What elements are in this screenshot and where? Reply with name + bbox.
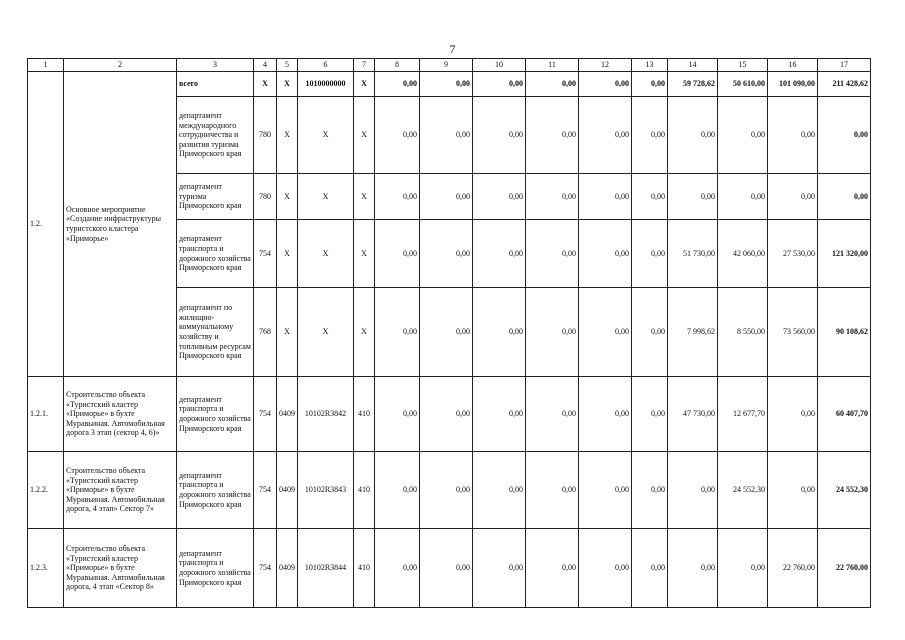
amount-cell: 0,00 bbox=[526, 174, 579, 220]
amount-cell: 73 560,00 bbox=[768, 288, 818, 377]
code-rz: X bbox=[277, 288, 298, 377]
event-name: Строительство объекта «Туристский кластер «Приморье» в бухте Муравьиная. Автомобильная дорога, 4 этап «Сектор 8» bbox=[64, 529, 177, 608]
code-vr: X bbox=[354, 174, 375, 220]
table-row bbox=[28, 529, 871, 608]
amount-cell: 8 550,00 bbox=[718, 288, 768, 377]
code-csr: X bbox=[298, 174, 354, 220]
amount-cell: 24 552,30 bbox=[718, 452, 768, 529]
amount-cell: 0,00 bbox=[632, 97, 668, 174]
amount-cell: 50 610,00 bbox=[718, 72, 768, 97]
amount-cell: 42 060,00 bbox=[718, 220, 768, 288]
executor-name: всего bbox=[177, 72, 254, 97]
code-gr: 754 bbox=[254, 452, 277, 529]
amount-cell: 101 090,00 bbox=[768, 72, 818, 97]
executor-name: департамент транспорта и дорожного хозяйства Приморского края bbox=[177, 452, 254, 529]
table-row bbox=[28, 72, 871, 97]
event-name: Строительство объекта «Туристский кластер «Приморье» в бухте Муравьиная. Автомобильная дорога 3 этап (сектор 4, 6)» bbox=[64, 377, 177, 452]
row-number: 1.2. bbox=[28, 72, 64, 377]
amount-cell: 0,00 bbox=[579, 529, 632, 608]
amount-cell: 0,00 bbox=[473, 452, 526, 529]
amount-cell: 0,00 bbox=[632, 288, 668, 377]
amount-cell: 0,00 bbox=[526, 97, 579, 174]
col-header: 17 bbox=[818, 59, 871, 72]
amount-cell: 0,00 bbox=[526, 220, 579, 288]
col-header: 6 bbox=[298, 59, 354, 72]
amount-cell: 0,00 bbox=[668, 174, 718, 220]
amount-cell: 0,00 bbox=[420, 97, 473, 174]
amount-cell: 0,00 bbox=[420, 377, 473, 452]
amount-cell: 12 677,70 bbox=[718, 377, 768, 452]
amount-cell: 0,00 bbox=[579, 220, 632, 288]
amount-cell: 0,00 bbox=[420, 288, 473, 377]
code-rz: 0409 bbox=[277, 452, 298, 529]
col-header: 8 bbox=[375, 59, 420, 72]
amount-cell: 0,00 bbox=[718, 529, 768, 608]
amount-cell: 0,00 bbox=[632, 452, 668, 529]
code-rz: X bbox=[277, 97, 298, 174]
code-csr: 1010000000 bbox=[298, 72, 354, 97]
code-gr: X bbox=[254, 72, 277, 97]
table-row bbox=[28, 452, 871, 529]
amount-cell: 0,00 bbox=[668, 97, 718, 174]
code-gr: 754 bbox=[254, 529, 277, 608]
amount-cell: 24 552,30 bbox=[818, 452, 871, 529]
amount-cell: 0,00 bbox=[473, 377, 526, 452]
code-rz: 0409 bbox=[277, 529, 298, 608]
col-header: 2 bbox=[64, 59, 177, 72]
amount-cell: 121 320,00 bbox=[818, 220, 871, 288]
header-row bbox=[28, 59, 871, 72]
amount-cell: 0,00 bbox=[818, 97, 871, 174]
amount-cell: 0,00 bbox=[473, 174, 526, 220]
amount-cell: 211 428,62 bbox=[818, 72, 871, 97]
amount-cell: 0,00 bbox=[375, 220, 420, 288]
amount-cell: 0,00 bbox=[420, 452, 473, 529]
col-header: 5 bbox=[277, 59, 298, 72]
code-vr: X bbox=[354, 97, 375, 174]
amount-cell: 59 728,62 bbox=[668, 72, 718, 97]
code-vr: X bbox=[354, 288, 375, 377]
amount-cell: 0,00 bbox=[579, 452, 632, 529]
code-vr: 410 bbox=[354, 377, 375, 452]
amount-cell: 0,00 bbox=[668, 529, 718, 608]
amount-cell: 0,00 bbox=[375, 97, 420, 174]
col-header: 14 bbox=[668, 59, 718, 72]
code-gr: 780 bbox=[254, 97, 277, 174]
amount-cell: 0,00 bbox=[375, 529, 420, 608]
col-header: 12 bbox=[579, 59, 632, 72]
amount-cell: 0,00 bbox=[718, 174, 768, 220]
code-csr: X bbox=[298, 97, 354, 174]
amount-cell: 0,00 bbox=[473, 288, 526, 377]
amount-cell: 47 730,00 bbox=[668, 377, 718, 452]
amount-cell: 0,00 bbox=[668, 452, 718, 529]
amount-cell: 0,00 bbox=[632, 377, 668, 452]
amount-cell: 0,00 bbox=[632, 174, 668, 220]
col-header: 15 bbox=[718, 59, 768, 72]
amount-cell: 0,00 bbox=[632, 220, 668, 288]
amount-cell: 0,00 bbox=[375, 72, 420, 97]
code-rz: X bbox=[277, 72, 298, 97]
amount-cell: 0,00 bbox=[768, 97, 818, 174]
amount-cell: 0,00 bbox=[375, 452, 420, 529]
code-csr: 10102R3844 bbox=[298, 529, 354, 608]
code-gr: 768 bbox=[254, 288, 277, 377]
col-header: 1 bbox=[28, 59, 64, 72]
amount-cell: 0,00 bbox=[768, 377, 818, 452]
col-header: 13 bbox=[632, 59, 668, 72]
code-vr: X bbox=[354, 72, 375, 97]
amount-cell: 0,00 bbox=[579, 288, 632, 377]
amount-cell: 0,00 bbox=[420, 174, 473, 220]
executor-name: департамент транспорта и дорожного хозяйства Приморского края bbox=[177, 377, 254, 452]
amount-cell: 90 108,62 bbox=[818, 288, 871, 377]
col-header: 11 bbox=[526, 59, 579, 72]
amount-cell: 0,00 bbox=[768, 452, 818, 529]
code-rz: X bbox=[277, 220, 298, 288]
amount-cell: 0,00 bbox=[818, 174, 871, 220]
code-csr: X bbox=[298, 220, 354, 288]
amount-cell: 0,00 bbox=[632, 529, 668, 608]
code-gr: 754 bbox=[254, 377, 277, 452]
col-header: 3 bbox=[177, 59, 254, 72]
code-csr: 10102R3843 bbox=[298, 452, 354, 529]
code-gr: 754 bbox=[254, 220, 277, 288]
code-rz: X bbox=[277, 174, 298, 220]
amount-cell: 0,00 bbox=[526, 72, 579, 97]
amount-cell: 0,00 bbox=[526, 452, 579, 529]
amount-cell: 0,00 bbox=[632, 72, 668, 97]
amount-cell: 0,00 bbox=[579, 97, 632, 174]
executor-name: департамент транспорта и дорожного хозяйства Приморского края bbox=[177, 529, 254, 608]
code-rz: 0409 bbox=[277, 377, 298, 452]
amount-cell: 0,00 bbox=[579, 72, 632, 97]
amount-cell: 0,00 bbox=[420, 72, 473, 97]
amount-cell: 0,00 bbox=[420, 220, 473, 288]
col-header: 16 bbox=[768, 59, 818, 72]
code-vr: X bbox=[354, 220, 375, 288]
amount-cell: 0,00 bbox=[768, 174, 818, 220]
amount-cell: 0,00 bbox=[375, 377, 420, 452]
code-gr: 780 bbox=[254, 174, 277, 220]
col-header: 9 bbox=[420, 59, 473, 72]
executor-name: департамент по жилищно-коммунальному хозяйству и топливным ресурсам Приморского края bbox=[177, 288, 254, 377]
amount-cell: 0,00 bbox=[526, 377, 579, 452]
amount-cell: 22 760,00 bbox=[818, 529, 871, 608]
amount-cell: 0,00 bbox=[579, 174, 632, 220]
amount-cell: 0,00 bbox=[579, 377, 632, 452]
table-row bbox=[28, 377, 871, 452]
amount-cell: 22 760,00 bbox=[768, 529, 818, 608]
amount-cell: 7 998,62 bbox=[668, 288, 718, 377]
executor-name: департамент транспорта и дорожного хозяйства Приморского края bbox=[177, 220, 254, 288]
amount-cell: 60 407,70 bbox=[818, 377, 871, 452]
col-header: 7 bbox=[354, 59, 375, 72]
amount-cell: 51 730,00 bbox=[668, 220, 718, 288]
code-vr: 410 bbox=[354, 529, 375, 608]
amount-cell: 0,00 bbox=[375, 288, 420, 377]
amount-cell: 0,00 bbox=[473, 97, 526, 174]
executor-name: департамент туризма Приморского края bbox=[177, 174, 254, 220]
col-header: 4 bbox=[254, 59, 277, 72]
amount-cell: 0,00 bbox=[473, 72, 526, 97]
amount-cell: 27 530,00 bbox=[768, 220, 818, 288]
amount-cell: 0,00 bbox=[420, 529, 473, 608]
code-csr: 10102R3842 bbox=[298, 377, 354, 452]
row-number: 1.2.2. bbox=[28, 452, 64, 529]
code-csr: X bbox=[298, 288, 354, 377]
col-header: 10 bbox=[473, 59, 526, 72]
budget-table bbox=[27, 58, 871, 608]
amount-cell: 0,00 bbox=[473, 220, 526, 288]
event-name: Основное мероприятие «Создание инфраструктуры туристского кластера «Приморье» bbox=[64, 72, 177, 377]
amount-cell: 0,00 bbox=[718, 97, 768, 174]
amount-cell: 0,00 bbox=[473, 529, 526, 608]
executor-name: департамент международного сотрудничества и развития туризма Приморского края bbox=[177, 97, 254, 174]
amount-cell: 0,00 bbox=[375, 174, 420, 220]
page-number: 7 bbox=[449, 42, 456, 56]
code-vr: 410 bbox=[354, 452, 375, 529]
amount-cell: 0,00 bbox=[526, 288, 579, 377]
row-number: 1.2.3. bbox=[28, 529, 64, 608]
event-name: Строительство объекта «Туристский кластер «Приморье» в бухте Муравьиная. Автомобильная дорога, 4 этап» Сектор 7» bbox=[64, 452, 177, 529]
row-number: 1.2.1. bbox=[28, 377, 64, 452]
amount-cell: 0,00 bbox=[526, 529, 579, 608]
